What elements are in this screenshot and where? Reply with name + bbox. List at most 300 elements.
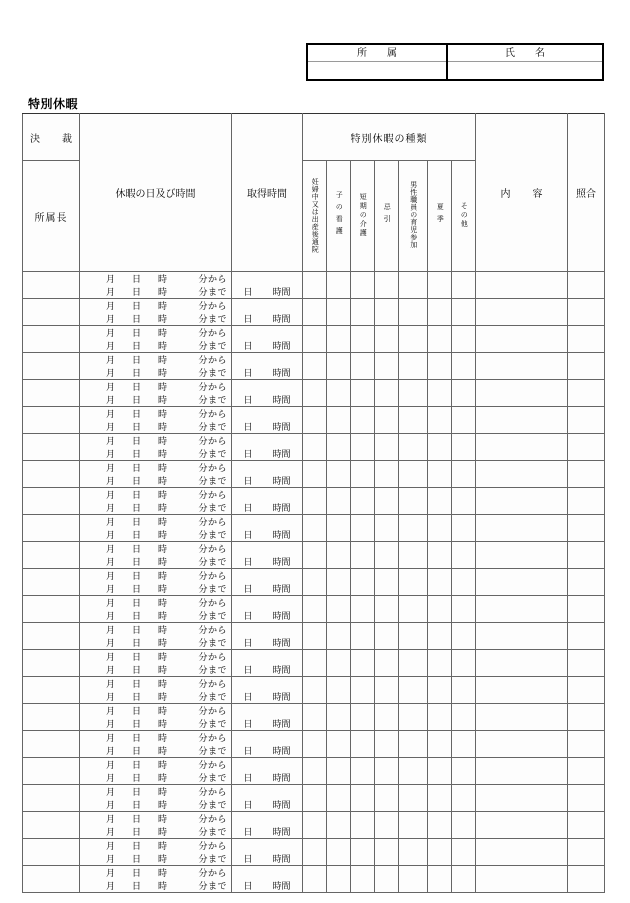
cell-leave-type-short-term-care[interactable] xyxy=(351,731,375,758)
cell-leave-type-pregnancy-checkup[interactable] xyxy=(303,839,327,866)
cell-leave-type-male-childcare[interactable] xyxy=(399,515,428,542)
cell-leave-date-time[interactable]: 月 日 時 分から 月 日 時 分まで xyxy=(80,326,232,353)
cell-leave-type-child-nursing[interactable] xyxy=(327,569,351,596)
cell-leave-date-time[interactable]: 月 日 時 分から 月 日 時 分まで xyxy=(80,515,232,542)
cell-approval[interactable] xyxy=(23,515,80,542)
cell-hours-taken[interactable]: 日 時間 xyxy=(232,650,303,677)
cell-verification[interactable] xyxy=(568,461,605,488)
cell-approval[interactable] xyxy=(23,731,80,758)
cell-leave-type-male-childcare[interactable] xyxy=(399,272,428,299)
cell-verification[interactable] xyxy=(568,812,605,839)
cell-leave-type-child-nursing[interactable] xyxy=(327,353,351,380)
cell-contents[interactable] xyxy=(476,623,568,650)
cell-approval[interactable] xyxy=(23,677,80,704)
cell-leave-date-time[interactable]: 月 日 時 分から 月 日 時 分まで xyxy=(80,569,232,596)
cell-hours-taken[interactable]: 日 時間 xyxy=(232,326,303,353)
cell-approval[interactable] xyxy=(23,758,80,785)
cell-leave-type-male-childcare[interactable] xyxy=(399,488,428,515)
cell-contents[interactable] xyxy=(476,866,568,893)
cell-contents[interactable] xyxy=(476,704,568,731)
cell-leave-date-time[interactable]: 月 日 時 分から 月 日 時 分まで xyxy=(80,650,232,677)
cell-leave-type-short-term-care[interactable] xyxy=(351,623,375,650)
cell-leave-date-time[interactable]: 月 日 時 分から 月 日 時 分まで xyxy=(80,731,232,758)
cell-contents[interactable] xyxy=(476,488,568,515)
cell-leave-type-short-term-care[interactable] xyxy=(351,758,375,785)
cell-leave-type-bereavement[interactable] xyxy=(375,596,399,623)
table-row xyxy=(23,542,605,569)
cell-leave-type-child-nursing[interactable] xyxy=(327,731,351,758)
cell-leave-type-summer[interactable] xyxy=(428,704,452,731)
table-row xyxy=(23,461,605,488)
cell-approval[interactable] xyxy=(23,650,80,677)
cell-leave-type-summer[interactable] xyxy=(428,353,452,380)
cell-leave-type-summer[interactable] xyxy=(428,434,452,461)
cell-leave-type-other[interactable] xyxy=(452,596,476,623)
cell-approval[interactable] xyxy=(23,839,80,866)
cell-hours-taken[interactable]: 日 時間 xyxy=(232,866,303,893)
cell-approval[interactable] xyxy=(23,407,80,434)
cell-leave-type-male-childcare[interactable] xyxy=(399,326,428,353)
cell-approval[interactable] xyxy=(23,353,80,380)
cell-leave-type-pregnancy-checkup[interactable] xyxy=(303,542,327,569)
cell-leave-type-pregnancy-checkup[interactable] xyxy=(303,272,327,299)
cell-approval[interactable] xyxy=(23,461,80,488)
cell-leave-type-other[interactable] xyxy=(452,488,476,515)
affiliation-name-box xyxy=(306,43,604,81)
cell-leave-type-male-childcare[interactable] xyxy=(399,542,428,569)
cell-verification[interactable] xyxy=(568,299,605,326)
cell-leave-type-bereavement[interactable] xyxy=(375,272,399,299)
cell-leave-type-child-nursing[interactable] xyxy=(327,758,351,785)
cell-leave-type-pregnancy-checkup[interactable] xyxy=(303,785,327,812)
cell-leave-type-short-term-care[interactable] xyxy=(351,272,375,299)
cell-approval[interactable] xyxy=(23,542,80,569)
cell-leave-type-child-nursing[interactable] xyxy=(327,677,351,704)
cell-hours-taken[interactable]: 日 時間 xyxy=(232,623,303,650)
cell-leave-type-short-term-care[interactable] xyxy=(351,434,375,461)
cell-leave-type-other[interactable] xyxy=(452,407,476,434)
cell-hours-taken[interactable]: 日 時間 xyxy=(232,542,303,569)
cell-leave-type-pregnancy-checkup[interactable] xyxy=(303,866,327,893)
cell-leave-type-pregnancy-checkup[interactable] xyxy=(303,461,327,488)
cell-leave-type-male-childcare[interactable] xyxy=(399,866,428,893)
cell-verification[interactable] xyxy=(568,380,605,407)
cell-verification[interactable] xyxy=(568,839,605,866)
cell-verification[interactable] xyxy=(568,488,605,515)
cell-verification[interactable] xyxy=(568,731,605,758)
cell-leave-type-bereavement[interactable] xyxy=(375,812,399,839)
cell-leave-type-summer[interactable] xyxy=(428,650,452,677)
header-leave-type-bereavement: 忌引 xyxy=(375,161,399,272)
cell-verification[interactable] xyxy=(568,623,605,650)
cell-leave-type-bereavement[interactable] xyxy=(375,353,399,380)
cell-hours-taken[interactable]: 日 時間 xyxy=(232,758,303,785)
cell-contents[interactable] xyxy=(476,461,568,488)
cell-leave-type-summer[interactable] xyxy=(428,677,452,704)
cell-hours-taken[interactable]: 日 時間 xyxy=(232,461,303,488)
cell-hours-taken[interactable]: 日 時間 xyxy=(232,785,303,812)
cell-contents[interactable] xyxy=(476,542,568,569)
cell-verification[interactable] xyxy=(568,434,605,461)
cell-leave-type-child-nursing[interactable] xyxy=(327,704,351,731)
cell-verification[interactable] xyxy=(568,704,605,731)
cell-leave-type-child-nursing[interactable] xyxy=(327,596,351,623)
cell-leave-date-time[interactable]: 月 日 時 分から 月 日 時 分まで xyxy=(80,758,232,785)
table-row xyxy=(23,515,605,542)
cell-approval[interactable] xyxy=(23,380,80,407)
cell-leave-type-summer[interactable] xyxy=(428,569,452,596)
cell-leave-type-other[interactable] xyxy=(452,542,476,569)
table-row xyxy=(23,785,605,812)
cell-leave-type-summer[interactable] xyxy=(428,407,452,434)
cell-approval[interactable] xyxy=(23,785,80,812)
cell-contents[interactable] xyxy=(476,515,568,542)
cell-hours-taken[interactable]: 日 時間 xyxy=(232,380,303,407)
cell-leave-type-bereavement[interactable] xyxy=(375,650,399,677)
cell-contents[interactable] xyxy=(476,326,568,353)
cell-leave-type-other[interactable] xyxy=(452,299,476,326)
table-row xyxy=(23,596,605,623)
cell-leave-type-bereavement[interactable] xyxy=(375,785,399,812)
cell-leave-type-short-term-care[interactable] xyxy=(351,650,375,677)
cell-leave-type-other[interactable] xyxy=(452,866,476,893)
cell-leave-type-male-childcare[interactable] xyxy=(399,596,428,623)
cell-leave-type-bereavement[interactable] xyxy=(375,569,399,596)
cell-leave-type-summer[interactable] xyxy=(428,299,452,326)
cell-leave-type-other[interactable] xyxy=(452,569,476,596)
cell-hours-taken[interactable]: 日 時間 xyxy=(232,677,303,704)
cell-hours-taken[interactable]: 日 時間 xyxy=(232,839,303,866)
cell-leave-type-child-nursing[interactable] xyxy=(327,272,351,299)
table-row xyxy=(23,650,605,677)
cell-leave-date-time[interactable]: 月 日 時 分から 月 日 時 分まで xyxy=(80,677,232,704)
cell-leave-type-pregnancy-checkup[interactable] xyxy=(303,515,327,542)
cell-hours-taken[interactable]: 日 時間 xyxy=(232,515,303,542)
cell-leave-type-short-term-care[interactable] xyxy=(351,407,375,434)
cell-leave-type-short-term-care[interactable] xyxy=(351,569,375,596)
cell-leave-type-male-childcare[interactable] xyxy=(399,785,428,812)
cell-leave-type-male-childcare[interactable] xyxy=(399,704,428,731)
cell-leave-type-pregnancy-checkup[interactable] xyxy=(303,353,327,380)
cell-leave-type-short-term-care[interactable] xyxy=(351,326,375,353)
cell-contents[interactable] xyxy=(476,353,568,380)
cell-contents[interactable] xyxy=(476,812,568,839)
cell-leave-type-male-childcare[interactable] xyxy=(399,407,428,434)
cell-verification[interactable] xyxy=(568,758,605,785)
cell-hours-taken[interactable]: 日 時間 xyxy=(232,812,303,839)
cell-leave-type-male-childcare[interactable] xyxy=(399,380,428,407)
cell-leave-type-other[interactable] xyxy=(452,785,476,812)
cell-leave-date-time[interactable]: 月 日 時 分から 月 日 時 分まで xyxy=(80,488,232,515)
cell-contents[interactable] xyxy=(476,569,568,596)
cell-approval[interactable] xyxy=(23,704,80,731)
cell-leave-type-other[interactable] xyxy=(452,434,476,461)
cell-leave-type-bereavement[interactable] xyxy=(375,731,399,758)
cell-leave-type-short-term-care[interactable] xyxy=(351,461,375,488)
table-row xyxy=(23,272,605,299)
cell-leave-type-pregnancy-checkup[interactable] xyxy=(303,812,327,839)
cell-verification[interactable] xyxy=(568,677,605,704)
cell-leave-type-child-nursing[interactable] xyxy=(327,380,351,407)
cell-leave-type-summer[interactable] xyxy=(428,272,452,299)
cell-leave-date-time[interactable]: 月 日 時 分から 月 日 時 分まで xyxy=(80,623,232,650)
cell-leave-type-summer[interactable] xyxy=(428,461,452,488)
cell-leave-type-bereavement[interactable] xyxy=(375,515,399,542)
cell-hours-taken[interactable]: 日 時間 xyxy=(232,488,303,515)
cell-leave-type-other[interactable] xyxy=(452,839,476,866)
cell-verification[interactable] xyxy=(568,785,605,812)
cell-leave-type-bereavement[interactable] xyxy=(375,380,399,407)
cell-verification[interactable] xyxy=(568,272,605,299)
cell-leave-type-summer[interactable] xyxy=(428,596,452,623)
cell-hours-taken[interactable]: 日 時間 xyxy=(232,731,303,758)
cell-leave-type-male-childcare[interactable] xyxy=(399,758,428,785)
name-input[interactable] xyxy=(448,62,602,79)
cell-leave-type-short-term-care[interactable] xyxy=(351,542,375,569)
cell-leave-type-child-nursing[interactable] xyxy=(327,650,351,677)
cell-leave-type-pregnancy-checkup[interactable] xyxy=(303,758,327,785)
cell-leave-type-bereavement[interactable] xyxy=(375,488,399,515)
cell-leave-type-male-childcare[interactable] xyxy=(399,461,428,488)
cell-hours-taken[interactable]: 日 時間 xyxy=(232,353,303,380)
cell-approval[interactable] xyxy=(23,272,80,299)
cell-leave-type-other[interactable] xyxy=(452,704,476,731)
cell-leave-type-short-term-care[interactable] xyxy=(351,785,375,812)
cell-leave-type-summer[interactable] xyxy=(428,326,452,353)
cell-leave-type-short-term-care[interactable] xyxy=(351,380,375,407)
cell-contents[interactable] xyxy=(476,785,568,812)
cell-approval[interactable] xyxy=(23,596,80,623)
affiliation-column xyxy=(308,45,448,79)
cell-leave-type-summer[interactable] xyxy=(428,380,452,407)
cell-approval[interactable] xyxy=(23,434,80,461)
cell-leave-type-pregnancy-checkup[interactable] xyxy=(303,326,327,353)
table-row xyxy=(23,407,605,434)
cell-leave-type-summer[interactable] xyxy=(428,488,452,515)
cell-leave-type-male-childcare[interactable] xyxy=(399,812,428,839)
cell-leave-type-bereavement[interactable] xyxy=(375,704,399,731)
cell-contents[interactable] xyxy=(476,272,568,299)
cell-hours-taken[interactable]: 日 時間 xyxy=(232,272,303,299)
cell-contents[interactable] xyxy=(476,731,568,758)
affiliation-input[interactable] xyxy=(308,62,446,79)
table-row xyxy=(23,839,605,866)
cell-leave-type-summer[interactable] xyxy=(428,542,452,569)
cell-verification[interactable] xyxy=(568,353,605,380)
cell-leave-date-time[interactable]: 月 日 時 分から 月 日 時 分まで xyxy=(80,461,232,488)
cell-leave-type-child-nursing[interactable] xyxy=(327,299,351,326)
cell-leave-type-pregnancy-checkup[interactable] xyxy=(303,380,327,407)
cell-verification[interactable] xyxy=(568,515,605,542)
cell-leave-date-time[interactable]: 月 日 時 分から 月 日 時 分まで xyxy=(80,704,232,731)
cell-leave-type-other[interactable] xyxy=(452,380,476,407)
cell-leave-type-bereavement[interactable] xyxy=(375,623,399,650)
cell-leave-type-other[interactable] xyxy=(452,515,476,542)
cell-verification[interactable] xyxy=(568,866,605,893)
cell-contents[interactable] xyxy=(476,839,568,866)
cell-leave-type-male-childcare[interactable] xyxy=(399,299,428,326)
cell-leave-type-bereavement[interactable] xyxy=(375,542,399,569)
cell-leave-type-male-childcare[interactable] xyxy=(399,434,428,461)
cell-leave-type-pregnancy-checkup[interactable] xyxy=(303,731,327,758)
cell-leave-type-male-childcare[interactable] xyxy=(399,650,428,677)
cell-leave-type-short-term-care[interactable] xyxy=(351,299,375,326)
cell-leave-type-pregnancy-checkup[interactable] xyxy=(303,704,327,731)
cell-leave-type-pregnancy-checkup[interactable] xyxy=(303,650,327,677)
cell-leave-type-male-childcare[interactable] xyxy=(399,569,428,596)
cell-hours-taken[interactable]: 日 時間 xyxy=(232,704,303,731)
cell-leave-type-bereavement[interactable] xyxy=(375,677,399,704)
cell-leave-type-pregnancy-checkup[interactable] xyxy=(303,623,327,650)
cell-leave-type-summer[interactable] xyxy=(428,812,452,839)
cell-leave-type-summer[interactable] xyxy=(428,515,452,542)
cell-leave-date-time[interactable]: 月 日 時 分から 月 日 時 分まで xyxy=(80,812,232,839)
cell-approval[interactable] xyxy=(23,299,80,326)
header-leave-type-short-term-care: 短期の介護 xyxy=(351,161,375,272)
cell-leave-type-pregnancy-checkup[interactable] xyxy=(303,299,327,326)
cell-leave-date-time[interactable]: 月 日 時 分から 月 日 時 分まで xyxy=(80,542,232,569)
cell-leave-type-other[interactable] xyxy=(452,353,476,380)
cell-leave-date-time[interactable]: 月 日 時 分から 月 日 時 分まで xyxy=(80,434,232,461)
cell-leave-type-pregnancy-checkup[interactable] xyxy=(303,407,327,434)
cell-leave-type-pregnancy-checkup[interactable] xyxy=(303,677,327,704)
cell-leave-type-short-term-care[interactable] xyxy=(351,704,375,731)
cell-approval[interactable] xyxy=(23,569,80,596)
table-row xyxy=(23,812,605,839)
cell-contents[interactable] xyxy=(476,758,568,785)
cell-contents[interactable] xyxy=(476,299,568,326)
cell-leave-type-summer[interactable] xyxy=(428,731,452,758)
cell-leave-type-bereavement[interactable] xyxy=(375,326,399,353)
cell-leave-type-short-term-care[interactable] xyxy=(351,812,375,839)
cell-leave-type-short-term-care[interactable] xyxy=(351,839,375,866)
cell-leave-type-pregnancy-checkup[interactable] xyxy=(303,596,327,623)
cell-contents[interactable] xyxy=(476,650,568,677)
cell-leave-type-child-nursing[interactable] xyxy=(327,326,351,353)
cell-leave-date-time[interactable]: 月 日 時 分から 月 日 時 分まで xyxy=(80,839,232,866)
header-contents: 内 容 xyxy=(476,114,568,272)
cell-leave-type-bereavement[interactable] xyxy=(375,407,399,434)
cell-leave-type-child-nursing[interactable] xyxy=(327,866,351,893)
cell-leave-type-other[interactable] xyxy=(452,326,476,353)
cell-contents[interactable] xyxy=(476,434,568,461)
cell-leave-type-child-nursing[interactable] xyxy=(327,515,351,542)
cell-contents[interactable] xyxy=(476,677,568,704)
cell-leave-type-child-nursing[interactable] xyxy=(327,407,351,434)
cell-hours-taken[interactable]: 日 時間 xyxy=(232,596,303,623)
cell-leave-date-time[interactable]: 月 日 時 分から 月 日 時 分まで xyxy=(80,272,232,299)
name-label: 氏 名 xyxy=(448,45,602,62)
header-section-chief: 所属長 xyxy=(23,161,80,272)
cell-approval[interactable] xyxy=(23,326,80,353)
cell-leave-type-male-childcare[interactable] xyxy=(399,677,428,704)
cell-leave-type-short-term-care[interactable] xyxy=(351,596,375,623)
table-header xyxy=(23,114,605,272)
cell-leave-date-time[interactable]: 月 日 時 分から 月 日 時 分まで xyxy=(80,407,232,434)
cell-leave-type-short-term-care[interactable] xyxy=(351,515,375,542)
cell-leave-type-male-childcare[interactable] xyxy=(399,839,428,866)
cell-leave-date-time[interactable]: 月 日 時 分から 月 日 時 分まで xyxy=(80,299,232,326)
cell-leave-type-short-term-care[interactable] xyxy=(351,488,375,515)
table-row xyxy=(23,677,605,704)
cell-leave-type-short-term-care[interactable] xyxy=(351,677,375,704)
cell-leave-type-other[interactable] xyxy=(452,650,476,677)
cell-leave-date-time[interactable]: 月 日 時 分から 月 日 時 分まで xyxy=(80,380,232,407)
cell-leave-type-short-term-care[interactable] xyxy=(351,866,375,893)
cell-leave-type-other[interactable] xyxy=(452,731,476,758)
cell-leave-type-male-childcare[interactable] xyxy=(399,623,428,650)
cell-leave-type-child-nursing[interactable] xyxy=(327,839,351,866)
affiliation-label: 所 属 xyxy=(308,45,446,62)
cell-leave-type-child-nursing[interactable] xyxy=(327,542,351,569)
cell-contents[interactable] xyxy=(476,596,568,623)
cell-verification[interactable] xyxy=(568,650,605,677)
cell-leave-type-male-childcare[interactable] xyxy=(399,353,428,380)
cell-leave-type-pregnancy-checkup[interactable] xyxy=(303,488,327,515)
cell-leave-type-short-term-care[interactable] xyxy=(351,353,375,380)
cell-contents[interactable] xyxy=(476,407,568,434)
table-row xyxy=(23,299,605,326)
cell-leave-date-time[interactable]: 月 日 時 分から 月 日 時 分まで xyxy=(80,353,232,380)
cell-hours-taken[interactable]: 日 時間 xyxy=(232,407,303,434)
cell-leave-type-summer[interactable] xyxy=(428,866,452,893)
cell-approval[interactable] xyxy=(23,488,80,515)
cell-leave-type-child-nursing[interactable] xyxy=(327,812,351,839)
cell-leave-type-other[interactable] xyxy=(452,461,476,488)
cell-approval[interactable] xyxy=(23,812,80,839)
cell-leave-type-other[interactable] xyxy=(452,623,476,650)
table-row xyxy=(23,569,605,596)
cell-approval[interactable] xyxy=(23,623,80,650)
cell-leave-type-male-childcare[interactable] xyxy=(399,731,428,758)
cell-leave-type-summer[interactable] xyxy=(428,758,452,785)
cell-verification[interactable] xyxy=(568,569,605,596)
cell-leave-type-child-nursing[interactable] xyxy=(327,785,351,812)
cell-leave-type-bereavement[interactable] xyxy=(375,434,399,461)
cell-hours-taken[interactable]: 日 時間 xyxy=(232,569,303,596)
cell-leave-date-time[interactable]: 月 日 時 分から 月 日 時 分まで xyxy=(80,866,232,893)
cell-leave-type-pregnancy-checkup[interactable] xyxy=(303,434,327,461)
cell-leave-type-other[interactable] xyxy=(452,812,476,839)
cell-leave-type-pregnancy-checkup[interactable] xyxy=(303,569,327,596)
cell-leave-type-bereavement[interactable] xyxy=(375,461,399,488)
cell-leave-type-child-nursing[interactable] xyxy=(327,488,351,515)
cell-verification[interactable] xyxy=(568,596,605,623)
cell-leave-type-other[interactable] xyxy=(452,677,476,704)
cell-leave-type-summer[interactable] xyxy=(428,623,452,650)
cell-leave-type-child-nursing[interactable] xyxy=(327,461,351,488)
cell-hours-taken[interactable]: 日 時間 xyxy=(232,434,303,461)
cell-leave-type-bereavement[interactable] xyxy=(375,839,399,866)
cell-leave-date-time[interactable]: 月 日 時 分から 月 日 時 分まで xyxy=(80,785,232,812)
cell-verification[interactable] xyxy=(568,542,605,569)
cell-leave-type-bereavement[interactable] xyxy=(375,758,399,785)
cell-leave-type-other[interactable] xyxy=(452,758,476,785)
cell-leave-type-child-nursing[interactable] xyxy=(327,623,351,650)
cell-leave-type-child-nursing[interactable] xyxy=(327,434,351,461)
cell-hours-taken[interactable]: 日 時間 xyxy=(232,299,303,326)
cell-leave-date-time[interactable]: 月 日 時 分から 月 日 時 分まで xyxy=(80,596,232,623)
cell-leave-type-other[interactable] xyxy=(452,272,476,299)
cell-approval[interactable] xyxy=(23,866,80,893)
cell-leave-type-summer[interactable] xyxy=(428,839,452,866)
cell-verification[interactable] xyxy=(568,407,605,434)
cell-contents[interactable] xyxy=(476,380,568,407)
cell-verification[interactable] xyxy=(568,326,605,353)
cell-leave-type-bereavement[interactable] xyxy=(375,866,399,893)
cell-leave-type-bereavement[interactable] xyxy=(375,299,399,326)
cell-leave-type-summer[interactable] xyxy=(428,785,452,812)
